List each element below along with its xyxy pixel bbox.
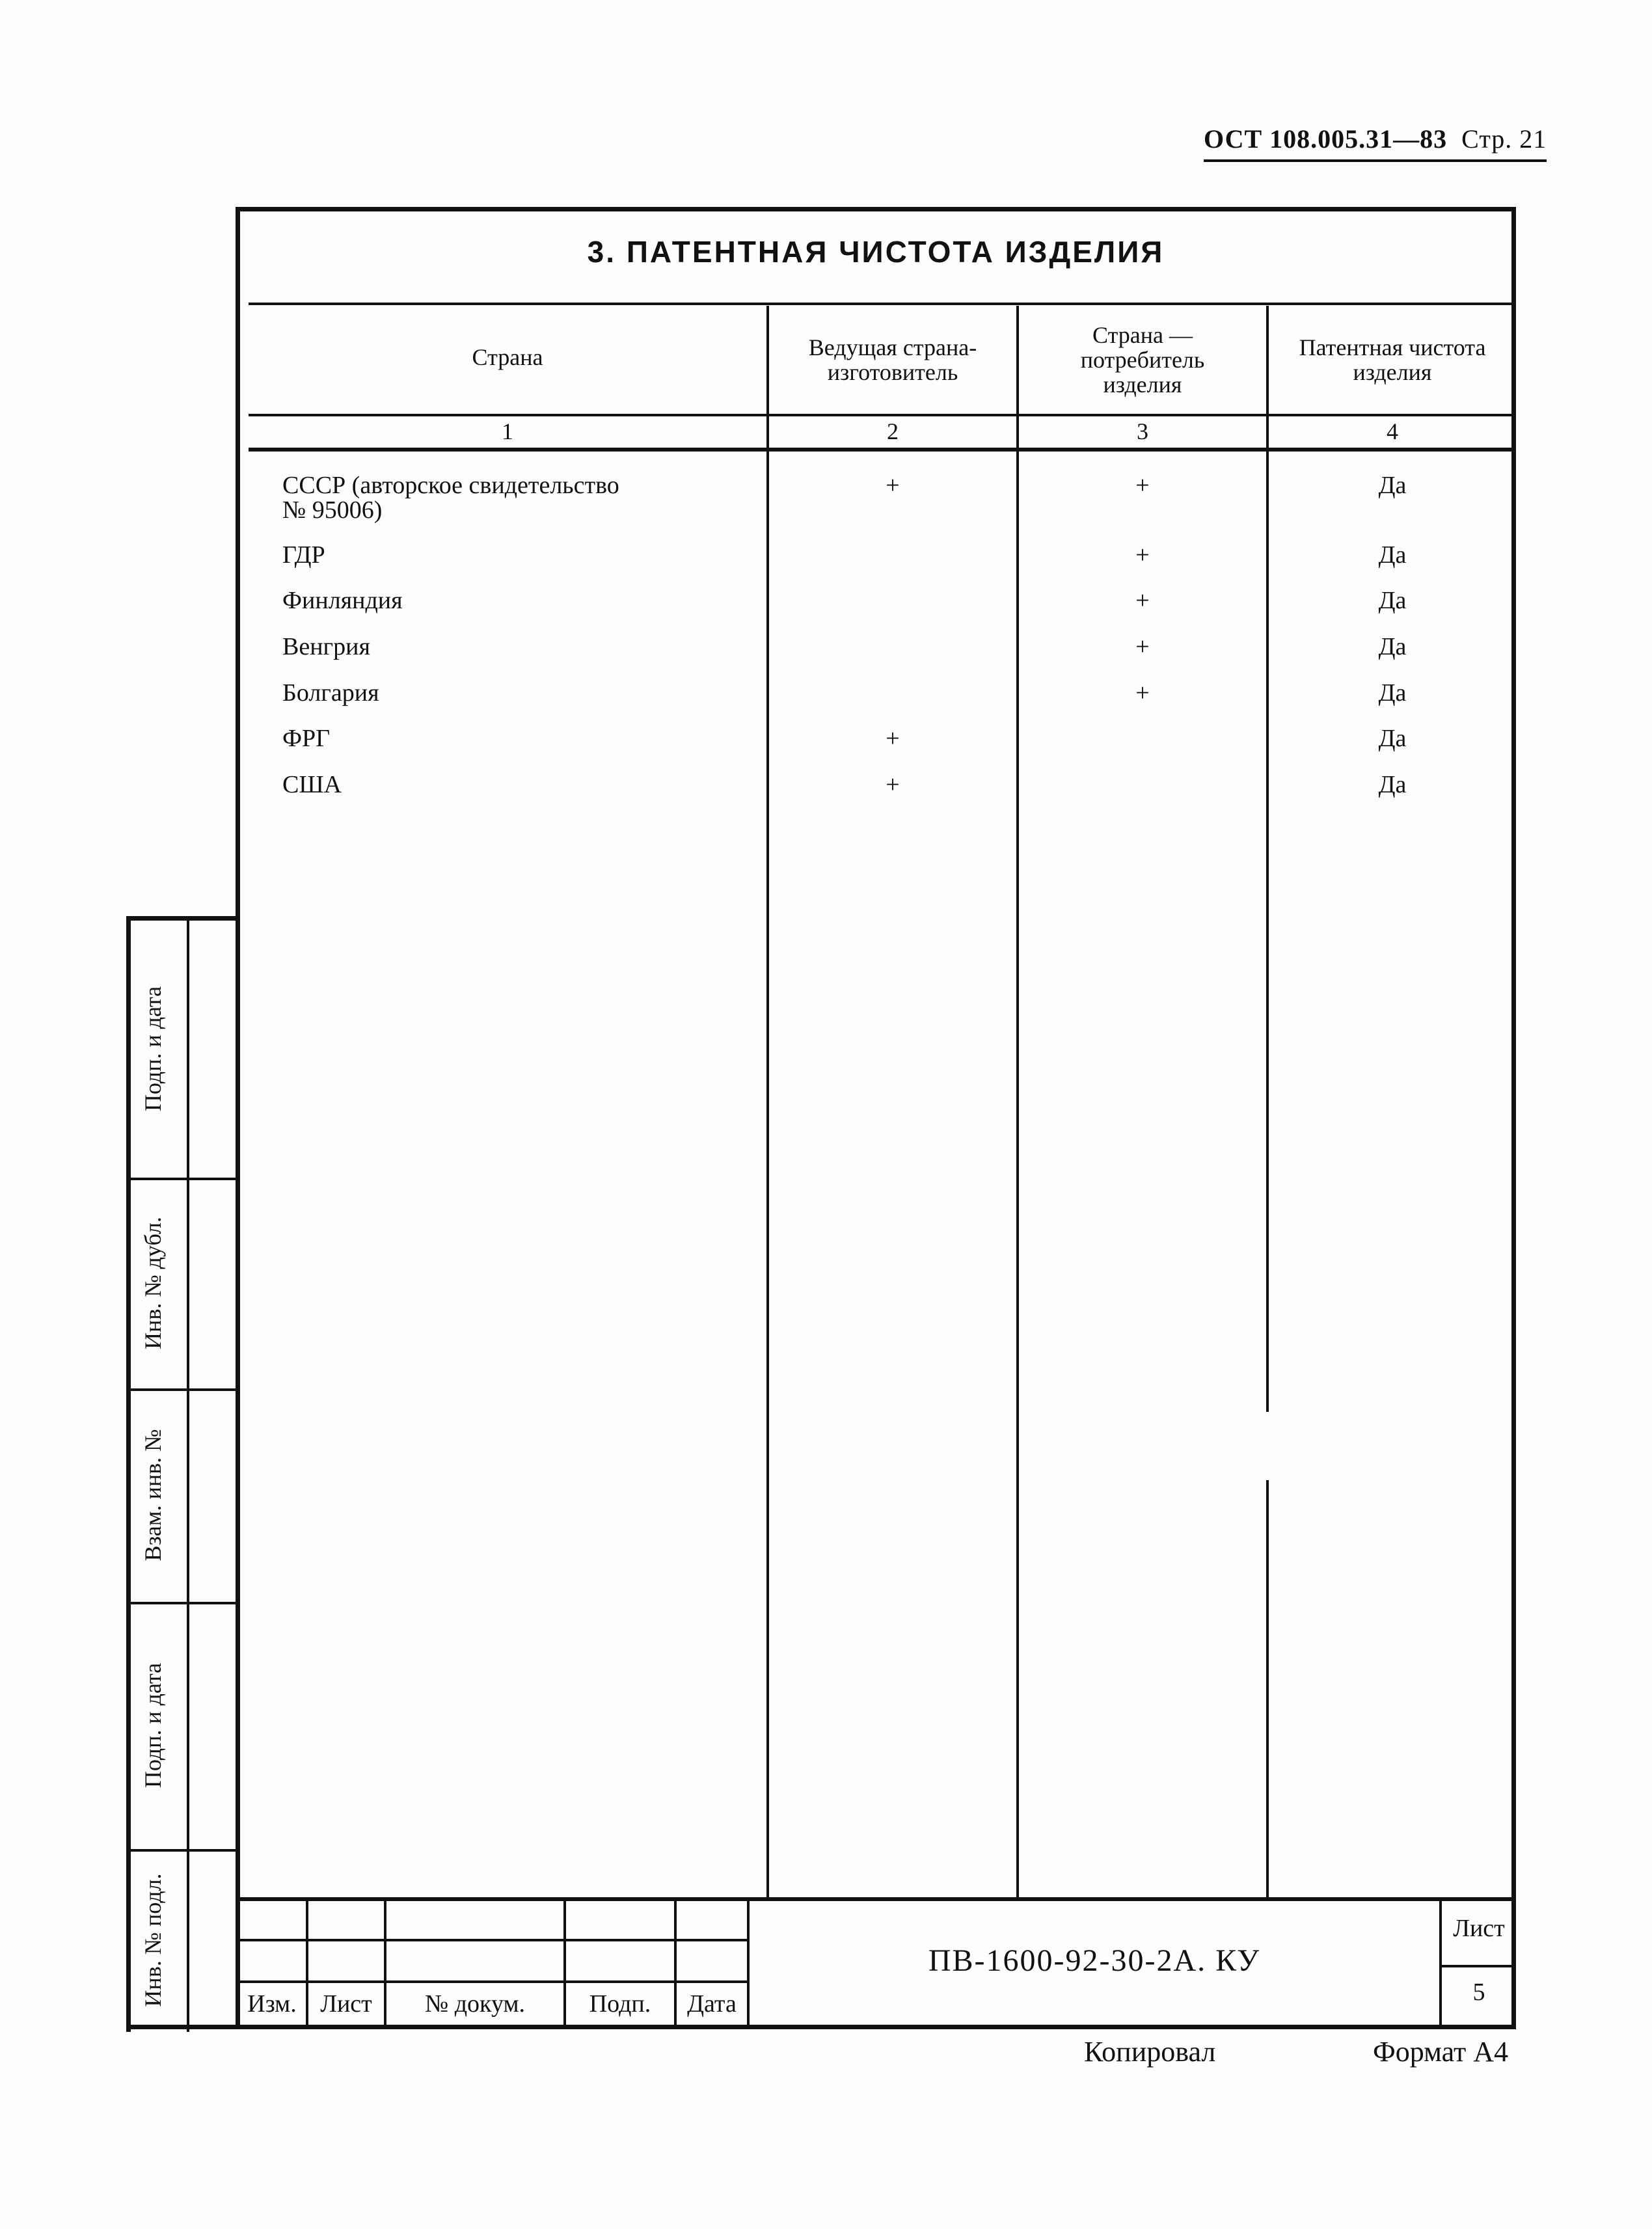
tb-label-sheet: Лист <box>320 1990 372 2018</box>
title-block-top-rule <box>236 1897 1516 1901</box>
table-row-country: Финляндия <box>282 587 403 614</box>
table-row-consumer: + <box>1135 541 1150 569</box>
table-row-country: Венгрия <box>282 633 370 660</box>
sheet-cell-rule <box>1442 1965 1516 1967</box>
stamp-label-sign-date-2: Подп. и дата <box>140 1662 166 1789</box>
table-row-consumer: + <box>1135 679 1150 707</box>
table-top-rule <box>249 303 1516 305</box>
table-row-country: ФРГ <box>282 725 331 752</box>
table-row-country: США <box>282 771 342 798</box>
title-block-row-rule <box>238 1939 747 1941</box>
title-block-row-rule <box>238 1980 747 1983</box>
tb-label-change: Изм. <box>247 1990 297 2018</box>
table-row-patent-clean: Да <box>1378 472 1407 499</box>
table-row-consumer: + <box>1135 633 1150 660</box>
tb-label-date: Дата <box>687 1990 737 2018</box>
section-title: 3. ПАТЕНТНАЯ ЧИСТОТА ИЗДЕЛИЯ <box>587 235 1165 269</box>
col-header-patent-clean: Патентная чистота изделия <box>1299 334 1486 385</box>
document-header <box>1204 124 1547 162</box>
stamp-label-dup-inv: Инв. № дубл. <box>140 1217 166 1349</box>
col-number-1: 1 <box>502 418 513 444</box>
side-stamp-divider <box>187 919 189 2032</box>
document-designation: ПВ-1600-92-30-2А. КУ <box>928 1943 1261 1978</box>
table-row-patent-clean: Да <box>1378 587 1407 614</box>
document-code: ОСТ 108.005.31—83 <box>1204 124 1448 154</box>
stamp-label-replace-inv: Взам. инв. № <box>140 1429 166 1561</box>
col-divider-1 <box>766 306 769 1900</box>
table-row-maker: + <box>886 725 900 752</box>
col-number-2: 2 <box>887 418 899 444</box>
sheet-label: Лист <box>1453 1915 1505 1942</box>
numbers-rule <box>249 448 1516 452</box>
table-row-patent-clean: Да <box>1378 771 1407 798</box>
col-header-country: Страна <box>472 344 543 370</box>
col-number-3: 3 <box>1137 418 1148 444</box>
col-header-maker: Ведущая страна- изготовитель <box>808 334 977 385</box>
title-block-bottom-rule <box>126 2025 1516 2029</box>
table-row-patent-clean: Да <box>1378 633 1407 660</box>
table-row-patent-clean: Да <box>1378 679 1407 707</box>
tb-label-signature: Подп. <box>589 1990 651 2018</box>
table-row-consumer: + <box>1135 472 1150 499</box>
table-row-patent-clean: Да <box>1378 725 1407 752</box>
table-row-country: ГДР <box>282 541 325 569</box>
table-row-maker: + <box>886 472 900 499</box>
sheet-number: 5 <box>1472 1979 1485 2006</box>
col-header-consumer: Страна — потребитель изделия <box>1080 322 1205 398</box>
stamp-label-orig-inv: Инв. № подл. <box>140 1873 166 2007</box>
table-row-country: СССР (авторское свидетельство № 95006) <box>282 472 619 524</box>
col-divider-3-lower <box>1266 1480 1269 1900</box>
stamp-label-sign-date: Подп. и дата <box>140 986 166 1112</box>
tb-label-doc-no: № докум. <box>424 1990 526 2018</box>
table-row-patent-clean: Да <box>1378 541 1407 569</box>
table-row-country: Болгария <box>282 679 379 707</box>
copied-label: Копировал <box>1084 2036 1216 2068</box>
page-number: Стр. 21 <box>1461 124 1547 154</box>
table-row-consumer: + <box>1135 587 1150 614</box>
format-label: Формат А4 <box>1373 2036 1509 2068</box>
col-divider-3 <box>1266 306 1269 1412</box>
table-row-maker: + <box>886 771 900 798</box>
col-number-4: 4 <box>1387 418 1398 444</box>
header-rule <box>249 414 1516 416</box>
